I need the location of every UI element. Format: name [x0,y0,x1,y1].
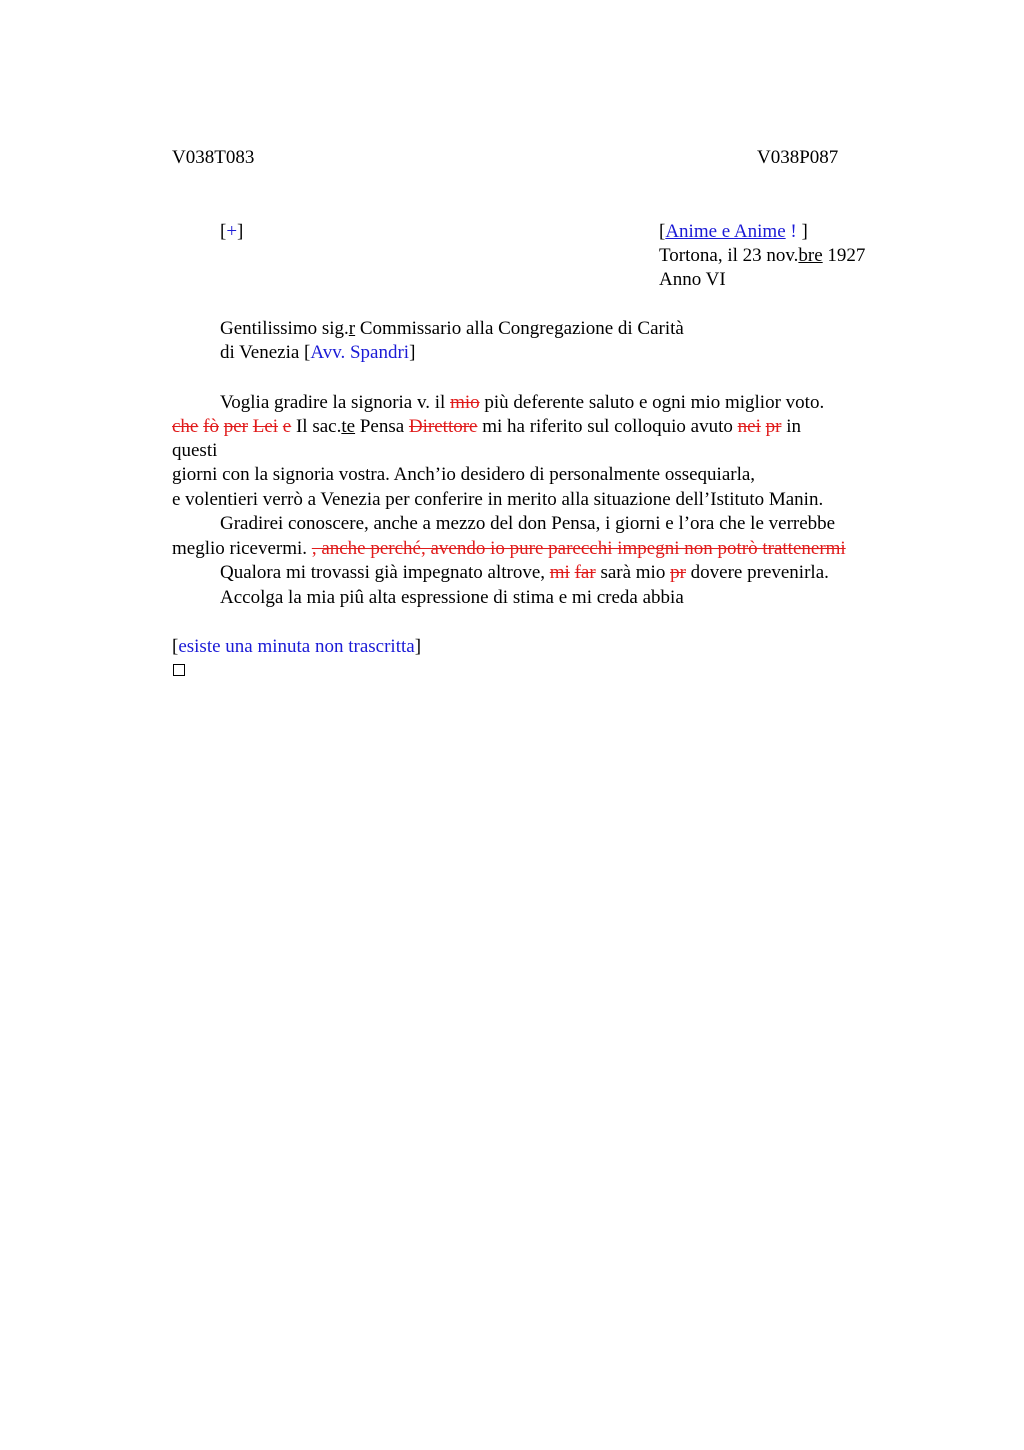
title-open-bracket: [ [659,221,666,242]
body-text: in [781,416,801,437]
body-text: Voglia gradire la signoria v. il [220,392,451,413]
document-code-right: V038P087 [757,147,839,168]
body-line-8 [220,561,829,585]
deleted-word: Direttore [408,416,478,437]
body-text: dovere prevenirla. [685,562,829,583]
salutation-superscript-r: r [348,318,356,339]
salutation-venezia: di Venezia [ [220,342,311,363]
anime-e-anime-link[interactable]: Anime e Anime [665,221,786,242]
body-text: mi ha riferito sul colloquio avuto [477,416,738,437]
plus-icon: + [226,221,238,242]
body-line-5: e volentieri verrò a Venezia per conferire in merito alla situazione dell’Istituto Manin. [172,489,824,510]
body-text: Il sac. [291,416,342,437]
deleted-word: che [172,416,199,437]
deleted-word: nei [737,416,761,437]
deleted-word: e [282,416,292,437]
cross-marker [220,220,243,244]
title-exclaim: ! [790,221,797,242]
body-line-9: Accolga la mia piû alta espressione di stima e mi creda abbia [220,587,684,608]
deleted-word: per [223,416,248,437]
salutation-commissario: Commissario alla Congregazione di Carità [355,318,684,339]
addressee-name: Avv. Spandri [310,342,410,363]
cross-marker-open: [ [220,221,227,242]
note-close-bracket: ] [414,636,422,657]
deleted-word: pr [765,416,782,437]
end-box-icon [173,664,185,676]
body-text: Pensa [355,416,409,437]
place-date-prefix: Tortona, il 23 nov. [659,245,799,266]
deleted-word: mi [549,562,570,583]
deleted-word: mio [450,392,480,413]
abbrev-superscript: te [341,416,356,437]
deleted-phrase: , anche perché, avendo io pure parecchi impegni non potrò trattenermi [311,538,846,559]
title-reference [659,220,808,244]
salutation-gentilissimo: Gentilissimo sig. [220,318,349,339]
deleted-word: fò [203,416,219,437]
title-close-bracket: ] [796,221,808,242]
body-text: meglio ricevermi. [172,538,312,559]
body-line-4: giorni con la signoria vostra. Anch’io desidero di personalmente ossequiarla, [172,464,756,485]
body-text: sarà mio [595,562,671,583]
body-text: più deferente saluto e ogni mio miglior voto. [479,392,825,413]
deleted-word: Lei [252,416,279,437]
place-date [659,244,865,268]
note-open-bracket: [ [172,636,179,657]
anno-line: Anno VI [659,269,726,290]
editorial-note [172,635,421,659]
deleted-word: pr [670,562,686,583]
cross-marker-close: ] [237,221,244,242]
salutation-line-1 [220,317,684,341]
body-line-2 [172,415,801,439]
body-text: Qualora mi trovassi già impegnato altrove, [220,562,550,583]
document-code-left: V038T083 [172,147,255,168]
note-text: esiste una minuta non trascritta [178,636,415,657]
body-line-1 [220,391,824,415]
body-line-6: Gradirei conoscere, anche a mezzo del don Pensa, i giorni e l’ora che le verrebbe [220,513,836,534]
salutation-line-2 [220,341,415,365]
body-line-3: questi [172,440,218,461]
body-line-7 [172,537,846,561]
place-date-month-suffix: bre [798,245,823,266]
deleted-word: far [574,562,596,583]
salutation-close-bracket: ] [409,342,416,363]
place-date-year: 1927 [822,245,866,266]
